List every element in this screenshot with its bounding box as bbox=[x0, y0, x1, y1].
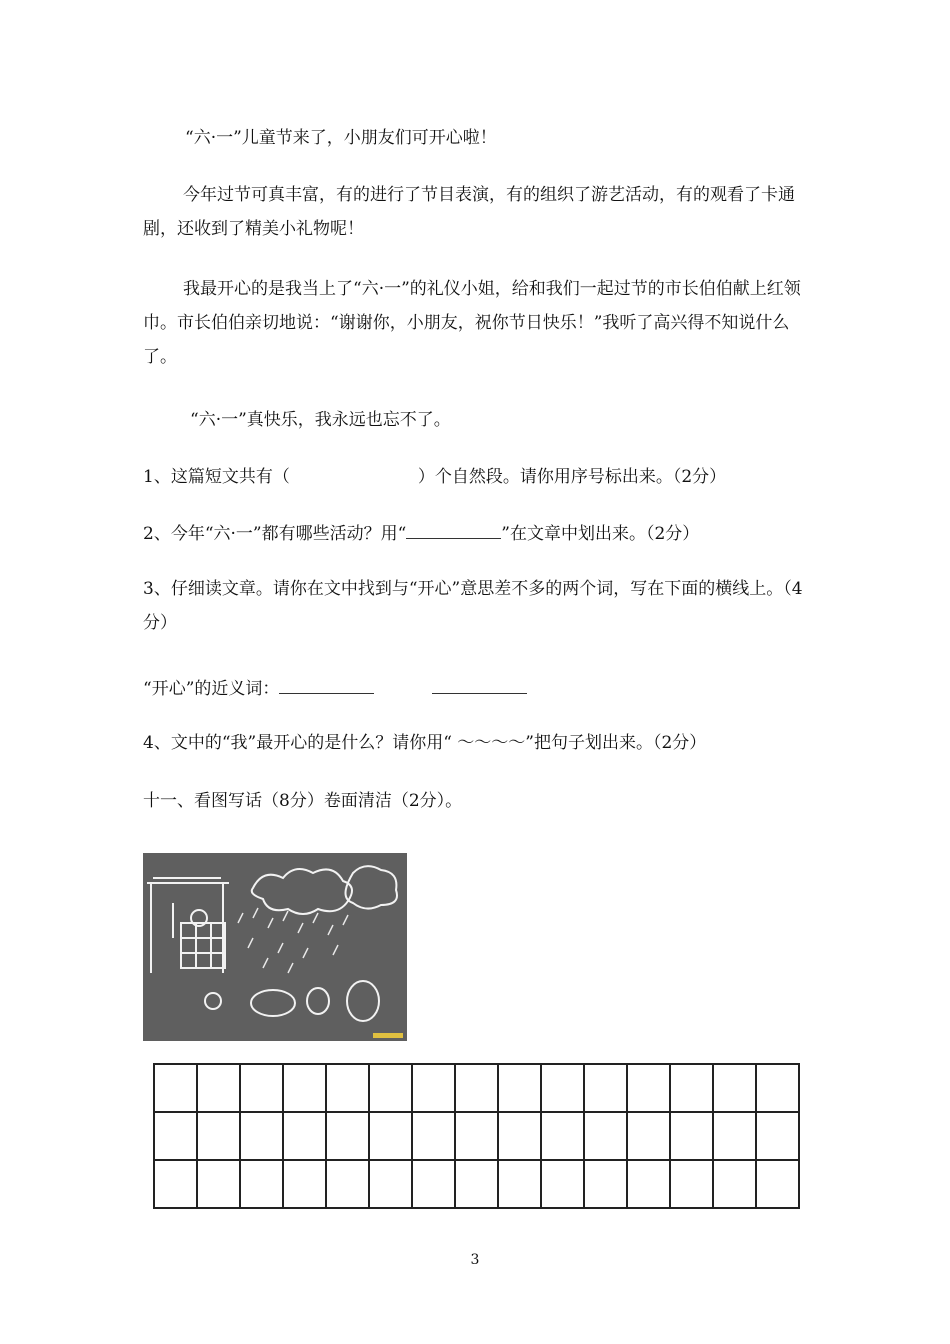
writing-grid bbox=[153, 1063, 800, 1209]
grid-cell[interactable] bbox=[197, 1064, 240, 1112]
question-2 bbox=[143, 524, 699, 544]
grid-cell[interactable] bbox=[197, 1160, 240, 1208]
grid-row bbox=[154, 1112, 799, 1160]
grid-cell[interactable] bbox=[240, 1064, 283, 1112]
grid-cell[interactable] bbox=[541, 1112, 584, 1160]
grid-cell[interactable] bbox=[713, 1160, 756, 1208]
grid-row bbox=[154, 1160, 799, 1208]
grid-cell[interactable] bbox=[326, 1160, 369, 1208]
grid-cell[interactable] bbox=[627, 1160, 670, 1208]
grid-cell[interactable] bbox=[713, 1112, 756, 1160]
grid-cell[interactable] bbox=[326, 1112, 369, 1160]
grid-cell[interactable] bbox=[412, 1112, 455, 1160]
grid-cell[interactable] bbox=[455, 1064, 498, 1112]
question-2-before: 2、今年“六·一”都有哪些活动？用“ bbox=[143, 524, 407, 544]
passage-paragraph-1: “六·一”儿童节来了，小朋友们可开心啦！ bbox=[185, 128, 497, 148]
picture-writing-illustration bbox=[143, 853, 407, 1041]
grid-cell[interactable] bbox=[584, 1160, 627, 1208]
question-1 bbox=[143, 467, 726, 487]
grid-cell[interactable] bbox=[627, 1064, 670, 1112]
grid-cell[interactable] bbox=[154, 1160, 197, 1208]
grid-row bbox=[154, 1064, 799, 1112]
grid-cell[interactable] bbox=[154, 1112, 197, 1160]
grid-cell[interactable] bbox=[240, 1160, 283, 1208]
grid-cell[interactable] bbox=[369, 1064, 412, 1112]
grid-cell[interactable] bbox=[412, 1064, 455, 1112]
grid-cell[interactable] bbox=[240, 1112, 283, 1160]
passage-paragraph-2 bbox=[143, 178, 808, 246]
question-1-after: ）个自然段。请你用序号标出来。（2分） bbox=[417, 467, 727, 487]
grid-cell[interactable] bbox=[756, 1064, 799, 1112]
rain-scene-drawing bbox=[143, 853, 407, 1041]
grid-cell[interactable] bbox=[756, 1112, 799, 1160]
passage-paragraph-2-text: 今年过节可真丰富，有的进行了节目表演，有的组织了游艺活动，有的观看了卡通剧，还收到了精美小礼物呢！ bbox=[143, 185, 795, 239]
grid-cell[interactable] bbox=[541, 1064, 584, 1112]
question-3: 3、仔细读文章。请你在文中找到与“开心”意思差不多的两个词，写在下面的横线上。（4分） bbox=[143, 579, 803, 633]
question-3-answer-line bbox=[143, 679, 527, 699]
grid-cell[interactable] bbox=[455, 1112, 498, 1160]
grid-cell[interactable] bbox=[670, 1160, 713, 1208]
grid-cell[interactable] bbox=[154, 1064, 197, 1112]
page-number: 3 bbox=[470, 1252, 480, 1268]
grid-cell[interactable] bbox=[369, 1112, 412, 1160]
grid-cell[interactable] bbox=[498, 1160, 541, 1208]
grid-cell[interactable] bbox=[455, 1160, 498, 1208]
grid-cell[interactable] bbox=[412, 1160, 455, 1208]
grid-cell[interactable] bbox=[627, 1112, 670, 1160]
grid-cell[interactable] bbox=[670, 1112, 713, 1160]
grid-cell[interactable] bbox=[369, 1160, 412, 1208]
synonym-blank-2[interactable] bbox=[432, 679, 527, 694]
grid-cell[interactable] bbox=[713, 1064, 756, 1112]
question-3-answer-label: “开心”的近义词： bbox=[143, 679, 280, 699]
question-2-underline-sample bbox=[406, 524, 501, 539]
grid-cell[interactable] bbox=[584, 1112, 627, 1160]
grid-cell[interactable] bbox=[326, 1064, 369, 1112]
grid-cell[interactable] bbox=[197, 1112, 240, 1160]
passage-paragraph-3 bbox=[143, 272, 808, 374]
grid-cell[interactable] bbox=[498, 1112, 541, 1160]
synonym-blank-1[interactable] bbox=[279, 679, 374, 694]
passage-paragraph-4: “六·一”真快乐，我永远也忘不了。 bbox=[190, 410, 451, 430]
question-2-after: ”在文章中划出来。（2分） bbox=[501, 524, 700, 544]
passage-paragraph-3-text: 我最开心的是我当上了“六·一”的礼仪小姐，给和我们一起过节的市长伯伯献上红领巾。市长伯伯亲切地说：“谢谢你，小朋友，祝你节日快乐！”我听了高兴得不知说什么了。 bbox=[143, 279, 801, 367]
grid-cell[interactable] bbox=[541, 1160, 584, 1208]
grid-cell[interactable] bbox=[756, 1160, 799, 1208]
grid-cell[interactable] bbox=[670, 1064, 713, 1112]
section-11-title: 十一、看图写话（8分）卷面清洁（2分）。 bbox=[143, 791, 463, 811]
question-4: 4、文中的“我”最开心的是什么？请你用“ ～～～～”把句子划出来。（2分） bbox=[143, 733, 707, 753]
grid-cell[interactable] bbox=[283, 1064, 326, 1112]
question-1-before: 1、这篇短文共有（ bbox=[143, 467, 290, 487]
grid-cell[interactable] bbox=[283, 1160, 326, 1208]
grid-cell[interactable] bbox=[498, 1064, 541, 1112]
grid-cell[interactable] bbox=[584, 1064, 627, 1112]
grid-cell[interactable] bbox=[283, 1112, 326, 1160]
